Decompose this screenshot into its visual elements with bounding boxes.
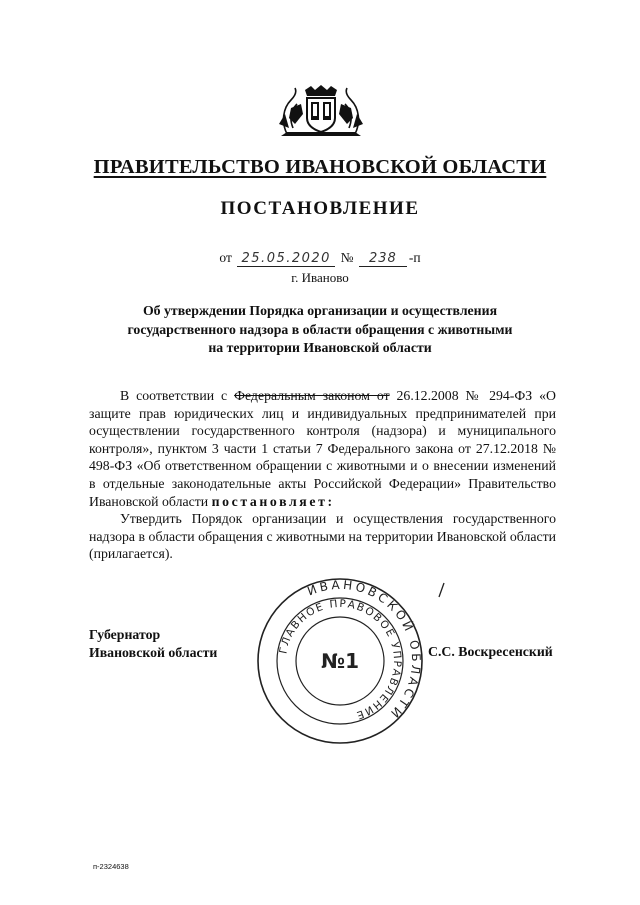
preamble-paragraph — [89, 387, 556, 510]
coat-of-arms-emblem — [275, 84, 367, 140]
footer-code: п-2324638 — [93, 862, 129, 871]
number-prefix: № — [340, 250, 354, 265]
signer-title-line: Губернатор — [89, 627, 161, 642]
subject-heading — [80, 302, 560, 358]
signer-title — [89, 626, 217, 662]
resolution-paragraph: Утвердить Порядок организации и осуществления государственного надзора в области обращения с животными на территории Ивановской области (прилагается). — [89, 511, 556, 562]
date-number-line — [0, 250, 640, 267]
stamp-outer-text: ИВАНОВСКОЙ ОБЛАСТИ — [305, 577, 424, 723]
stamp-middle-text: ГЛАВНОЕ ПРАВОВОЕ УПРАВЛЕНИЕ — [277, 597, 404, 722]
organization-title: ПРАВИТЕЛЬСТВО ИВАНОВСКОЙ ОБЛАСТИ — [93, 156, 547, 178]
handwritten-number: 238 — [359, 252, 407, 267]
handwritten-date: 25.05.2020 — [237, 252, 335, 267]
subject-line: государственного надзора в области обращения с животными — [127, 321, 513, 337]
number-suffix: -п — [408, 250, 421, 265]
city-line: г. Иваново — [291, 270, 349, 285]
signer-title-line: Ивановской области — [89, 645, 218, 660]
document-type-title: ПОСТАНОВЛЕНИЕ — [220, 198, 420, 219]
stamp-number: №1 — [321, 649, 359, 673]
date-prefix: от — [219, 250, 232, 265]
struck-phrase: Федеральным законом от — [234, 388, 390, 403]
official-stamp — [255, 576, 425, 746]
subject-line: на территории Ивановской области — [208, 340, 432, 355]
subject-line: Об утверждении Порядка организации и осуществления — [142, 303, 498, 318]
preamble-intro: В соответствии с — [120, 388, 228, 403]
resolves-word: постановляет: — [211, 493, 335, 509]
signer-name: С.С. Воскресенский — [428, 644, 553, 659]
preamble-text: 26.12.2008 № 294-ФЗ «О защите прав юридических лиц и индивидуальных предпринимателей при осуществлении государственного контроля (надзора) и муниципального контроля», пунктом 3 части 1 статьи 7 Федерального закона от 27.12.2018 № 498-ФЗ «Об ответственном обращении с животными и о внесении изменений в отдельные законодательные акты Российской Федерации» Правительство Ивановской области — [89, 388, 556, 509]
document-body — [89, 387, 556, 563]
signature-mark — [436, 582, 446, 598]
